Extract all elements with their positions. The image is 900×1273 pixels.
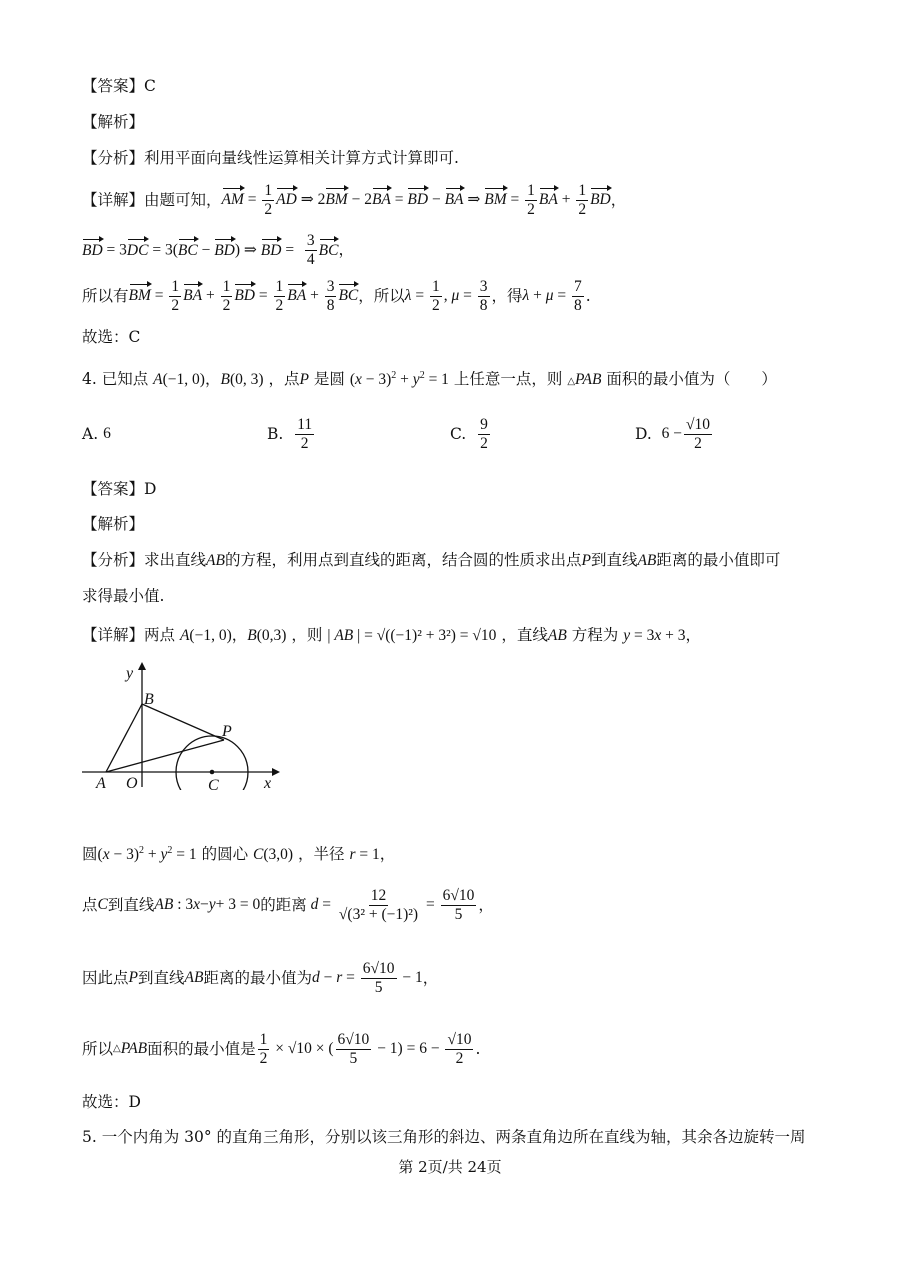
option-b-den: 2 (300, 434, 309, 452)
q4-detail-line: 【详解】两点 A(−1, 0)，B(0,3) ，则 | AB | = √((−1)² + 3²) = √10 ，直线AB 方程为 y = 3x + 3， (82, 626, 701, 644)
x-axis-arrow (272, 768, 280, 776)
q4-area-suf: 面积的最小值是 (147, 1040, 256, 1058)
label-p: P (222, 723, 232, 740)
q3-conclude-prefix: 所以有 (82, 287, 129, 305)
q3-detail-tag: 【详解】由题可知， (82, 191, 222, 209)
label-c: C (208, 777, 219, 790)
q4-detail-1: 【详解】两点 (82, 626, 176, 644)
label-y: y (126, 665, 134, 682)
option-d[interactable] (635, 410, 714, 458)
q4-dist-pre: 点 (82, 896, 98, 914)
q4-fenxi-4: 距离的最小值即可 (656, 551, 781, 569)
q4-detail-2: ，则 (291, 626, 323, 644)
label-b: B (144, 691, 154, 708)
q4-stem-end: 面积的最小值为（ ） (606, 370, 777, 389)
q3-analysis-heading: 【解析】 (82, 113, 145, 131)
segment-bp (142, 704, 224, 740)
page-footer: 第 2页/共 24页 (398, 1158, 502, 1176)
q4-fenxi-line1: 【分析】求出直线AB的方程，利用点到直线的距离，结合圆的性质求出点P到直线AB距离的最小值即可 (82, 551, 781, 569)
q4-dist-suf: 的距离 (260, 896, 307, 914)
q3-choose: 故选：C (82, 328, 141, 346)
option-c-num: 9 (480, 415, 488, 433)
q4-circle-line: 圆$(x - 3)^2 + y^2 = 1$ 的圆心 C(3,0) ，半径 r = 1， (82, 845, 396, 864)
q4-area-line: 所以 △ PAB 面积的最小值是 $\frac{1}{2}$ × √10 × ( $\frac{6√10}{5}$ − 1) = 6 − $\frac{√10}{2}$ . (82, 1030, 481, 1067)
q3-conclude-get: ，得 (491, 287, 523, 305)
geometry-figure (82, 662, 282, 790)
q3-detail-line2: BD = 3DC = 3(BC − BD) ⇒ BD = $\frac{3}{4}$ BC， (82, 232, 354, 268)
option-d-label: D. (635, 425, 652, 443)
q4-fenxi-3: 到直线 (590, 551, 638, 569)
y-axis-arrow (138, 662, 146, 670)
q4-min-pre: 因此点 (82, 969, 129, 987)
q4-analysis-heading: 【解析】 (82, 515, 145, 533)
option-c[interactable] (450, 410, 492, 458)
option-a-value: 6 (103, 425, 111, 442)
q4-dist-mid: 到直线 (107, 896, 155, 914)
option-a-label: A. (82, 425, 99, 443)
q3-answer: 【答案】C (82, 77, 156, 95)
q4-stem-circle: 是圆 (313, 370, 345, 389)
option-a[interactable] (82, 410, 111, 458)
q3-conclude-mid: ，所以 (358, 287, 405, 305)
segment-ab (106, 704, 142, 772)
q4-options (82, 410, 842, 458)
q4-area-pre: 所以 (82, 1040, 114, 1058)
q3-conclusion: 所以有 BM = $\frac{1}{2}$ BA + $\frac{1}{2}$ BD = $\frac{1}{2}$ BA + $\frac{3}{8}$ BC ，所以 λ = $\frac{1}{2}$ , μ = $\frac{3}{8}$ ，得 λ + μ = $\frac{7}{8}$ . (82, 277, 591, 314)
q4-min-mid: 到直线 (137, 969, 185, 987)
q4-answer: 【答案】D (82, 480, 157, 498)
option-d-den: 2 (694, 434, 702, 452)
q4-choose: 故选：D (82, 1093, 141, 1111)
q4-fenxi-2: 的方程，利用点到直线的距离，结合圆的性质求出点 (224, 551, 582, 569)
q4-fenxi-1: 【分析】求出直线 (82, 551, 207, 569)
label-a: A (96, 775, 106, 790)
option-d-pre: 6 − (661, 425, 683, 442)
option-b-label: B. (267, 425, 284, 443)
q4-radius-text: ，半径 (298, 845, 345, 864)
q3-detail-line1: 【详解】由题可知， AM = $\frac{1}{2}$ AD ⇒ 2 BM − 2 BA = BD − BA ⇒ BM = $\frac{1}{2}$ BA + $\frac{1}{2}$ BD ， (82, 181, 627, 218)
segment-ap (106, 740, 224, 772)
q4-min-suf: 距离的最小值为 (203, 969, 312, 987)
q4-min-distance-line: 因此点 P 到直线 AB 距离的最小值为 d − r = $\frac{6√10}{5}$ − 1 ， (82, 959, 439, 996)
option-c-den: 2 (480, 434, 488, 452)
q4-stem-prefix: 4. 已知点 (82, 370, 149, 389)
q5-stem: 5. 一个内角为 30° 的直角三角形，分别以该三角形的斜边、两条直角边所在直线为轴，其余各边旋转一周 (82, 1128, 806, 1146)
option-b-num: 11 (297, 415, 313, 433)
center-dot (210, 770, 215, 775)
label-o: O (126, 775, 138, 790)
option-d-num: √10 (686, 415, 711, 433)
q4-distance-line: 点 C 到直线 AB : 3 x − y + 3 = 0 的距离 d = $\frac{12}{\text{√(3² + (−1)²)}}$ = $\frac{6√10}{5}$ ， (82, 886, 494, 923)
option-c-label: C. (450, 425, 467, 443)
q4-stem-point: ，点 (268, 370, 300, 389)
q3-fenxi: 【分析】利用平面向量线性运算相关计算方式计算即可. (82, 149, 459, 167)
label-x: x (264, 775, 272, 790)
q4-fenxi-line2: 求得最小值. (82, 587, 165, 605)
q4-stem: 4. 已知点 A(−1, 0)，B(0, 3) ，点P 是圆 $(x - 3)^2 + y^2 = 1$ 上任意一点，则 △PAB 面积的最小值为（ ） (82, 370, 777, 389)
q4-circle-center-text: 的圆心 (201, 845, 249, 864)
q4-stem-suffix: 上任意一点，则 (453, 370, 563, 389)
option-b[interactable] (267, 410, 316, 458)
q4-detail-3: ，直线 (501, 626, 548, 644)
q4-detail-4: 方程为 (571, 626, 619, 644)
